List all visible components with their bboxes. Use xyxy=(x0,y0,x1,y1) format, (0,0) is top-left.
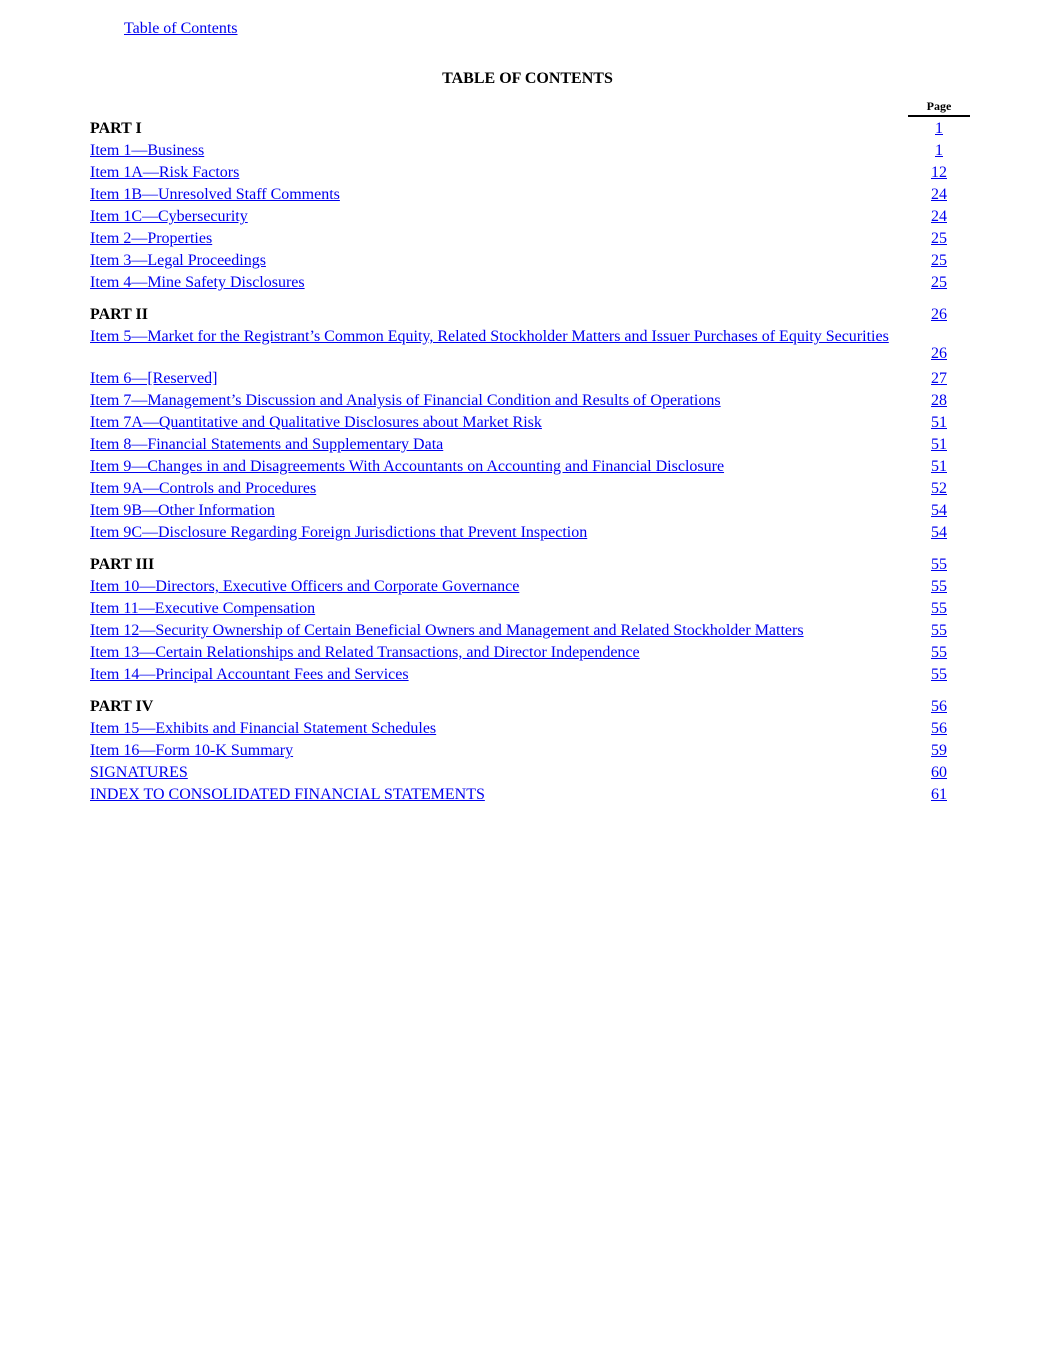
toc-page-link[interactable]: 60 xyxy=(931,764,947,781)
toc-page-link[interactable]: 24 xyxy=(931,208,947,225)
toc-item-link[interactable]: Item 3—Legal Proceedings xyxy=(90,252,266,269)
toc-item-link[interactable]: Item 16—Form 10-K Summary xyxy=(90,742,294,759)
toc-page-link[interactable]: 27 xyxy=(931,370,947,387)
toc-page-link[interactable]: 55 xyxy=(931,644,947,661)
toc-item-link[interactable]: Item 12—Security Ownership of Certain Beneficial Owners and Management and Related Stockholder Matters xyxy=(90,622,804,639)
toc-item-link[interactable]: Item 6—[Reserved] xyxy=(90,370,218,387)
toc-page-link[interactable]: 52 xyxy=(931,480,947,497)
toc-page-link[interactable]: 61 xyxy=(931,786,947,803)
part-label: PART IV xyxy=(90,698,154,715)
toc-part-row xyxy=(90,696,970,718)
toc-item-row xyxy=(90,368,970,390)
toc-item-row xyxy=(90,250,970,272)
toc-item-link[interactable]: Item 1A—Risk Factors xyxy=(90,164,240,181)
toc-item-link[interactable]: Item 5—Market for the Registrant’s Common Equity, Related Stockholder Matters and Issuer Purchases of Equity Securities xyxy=(90,328,889,345)
toc-item-row xyxy=(90,162,970,184)
part-label: PART II xyxy=(90,306,148,323)
toc-item-link[interactable]: Item 7—Management’s Discussion and Analysis of Financial Condition and Results of Operations xyxy=(90,392,721,409)
toc-item-link[interactable]: Item 4—Mine Safety Disclosures xyxy=(90,274,305,291)
toc-page-link[interactable]: 51 xyxy=(931,414,947,431)
toc-page-link[interactable]: 25 xyxy=(931,274,947,291)
toc-page-link[interactable]: 54 xyxy=(931,524,947,541)
toc-item-link[interactable]: Item 8—Financial Statements and Supplementary Data xyxy=(90,436,444,453)
toc-item-link[interactable]: SIGNATURES xyxy=(90,764,188,781)
toc-page-link[interactable]: 51 xyxy=(931,436,947,453)
toc-item-link[interactable]: Item 10—Directors, Executive Officers and Corporate Governance xyxy=(90,578,520,595)
toc-list xyxy=(90,118,970,806)
toc-page-link[interactable]: 25 xyxy=(931,252,947,269)
toc-page-link[interactable]: 55 xyxy=(931,578,947,595)
part-page-link[interactable]: 55 xyxy=(931,556,947,573)
toc-item-row xyxy=(90,500,970,522)
toc-page-link[interactable]: 55 xyxy=(931,622,947,639)
part-page-link[interactable]: 56 xyxy=(931,698,947,715)
toc-item-row xyxy=(90,664,970,686)
toc-item-link[interactable]: Item 9B—Other Information xyxy=(90,502,275,519)
toc-item-link[interactable]: Item 15—Exhibits and Financial Statement Schedules xyxy=(90,720,437,737)
toc-item-link[interactable]: Item 2—Properties xyxy=(90,230,213,247)
toc-item-row xyxy=(90,390,970,412)
toc-page-link[interactable]: 55 xyxy=(931,666,947,683)
toc-item-row xyxy=(90,620,970,642)
toc-item-row xyxy=(90,762,970,784)
toc-item-row xyxy=(90,326,970,368)
toc-item-row xyxy=(90,434,970,456)
toc-item-link[interactable]: Item 9A—Controls and Procedures xyxy=(90,480,317,497)
toc-part-row xyxy=(90,118,970,140)
toc-item-row xyxy=(90,140,970,162)
toc-page-link[interactable]: 26 xyxy=(931,345,947,362)
table-of-contents-link[interactable]: Table of Contents xyxy=(124,20,238,37)
toc-item-row xyxy=(90,642,970,664)
toc-page-link[interactable]: 59 xyxy=(931,742,947,759)
toc-item-row xyxy=(90,228,970,250)
toc-item-row xyxy=(90,184,970,206)
toc-item-row xyxy=(90,718,970,740)
toc-item-row xyxy=(90,206,970,228)
toc-page-link[interactable]: 1 xyxy=(935,142,943,159)
toc-item-link[interactable]: Item 13—Certain Relationships and Related Transactions, and Director Independence xyxy=(90,644,640,661)
toc-page-link[interactable]: 25 xyxy=(931,230,947,247)
toc-page-link[interactable]: 12 xyxy=(931,164,947,181)
toc-item-link[interactable]: Item 9C—Disclosure Regarding Foreign Jurisdictions that Prevent Inspection xyxy=(90,524,588,541)
toc-item-link[interactable]: Item 7A—Quantitative and Qualitative Disclosures about Market Risk xyxy=(90,414,542,431)
part-label: PART I xyxy=(90,120,142,137)
toc-item-row xyxy=(90,272,970,294)
toc-item-row xyxy=(90,412,970,434)
toc-item-row xyxy=(90,478,970,500)
toc-item-row xyxy=(90,522,970,544)
toc-item-link[interactable]: Item 14—Principal Accountant Fees and Services xyxy=(90,666,409,683)
toc-item-link[interactable]: Item 9—Changes in and Disagreements With Accountants on Accounting and Financial Disclosure xyxy=(90,458,725,475)
toc-page-link[interactable]: 54 xyxy=(931,502,947,519)
toc-page-link[interactable]: 24 xyxy=(931,186,947,203)
part-page-link[interactable]: 26 xyxy=(931,306,947,323)
part-page-link[interactable]: 1 xyxy=(935,120,943,137)
part-label: PART III xyxy=(90,556,155,573)
page-title: TABLE OF CONTENTS xyxy=(442,70,613,87)
toc-item-link[interactable]: Item 11—Executive Compensation xyxy=(90,600,316,617)
toc-item-link[interactable]: INDEX TO CONSOLIDATED FINANCIAL STATEMENTS xyxy=(90,786,485,803)
toc-part-row xyxy=(90,554,970,576)
toc-item-link[interactable]: Item 1C—Cybersecurity xyxy=(90,208,248,225)
toc-item-link[interactable]: Item 1B—Unresolved Staff Comments xyxy=(90,186,340,203)
toc-item-row xyxy=(90,456,970,478)
toc-item-row xyxy=(90,576,970,598)
toc-item-row xyxy=(90,784,970,806)
toc-page-link[interactable]: 28 xyxy=(931,392,947,409)
page-column-header: Page xyxy=(908,98,970,117)
toc-item-link[interactable]: Item 1—Business xyxy=(90,142,205,159)
toc-page-link[interactable]: 55 xyxy=(931,600,947,617)
toc-item-row xyxy=(90,740,970,762)
toc-item-row xyxy=(90,598,970,620)
toc-part-row xyxy=(90,304,970,326)
toc-page-link[interactable]: 51 xyxy=(931,458,947,475)
toc-page-link[interactable]: 56 xyxy=(931,720,947,737)
